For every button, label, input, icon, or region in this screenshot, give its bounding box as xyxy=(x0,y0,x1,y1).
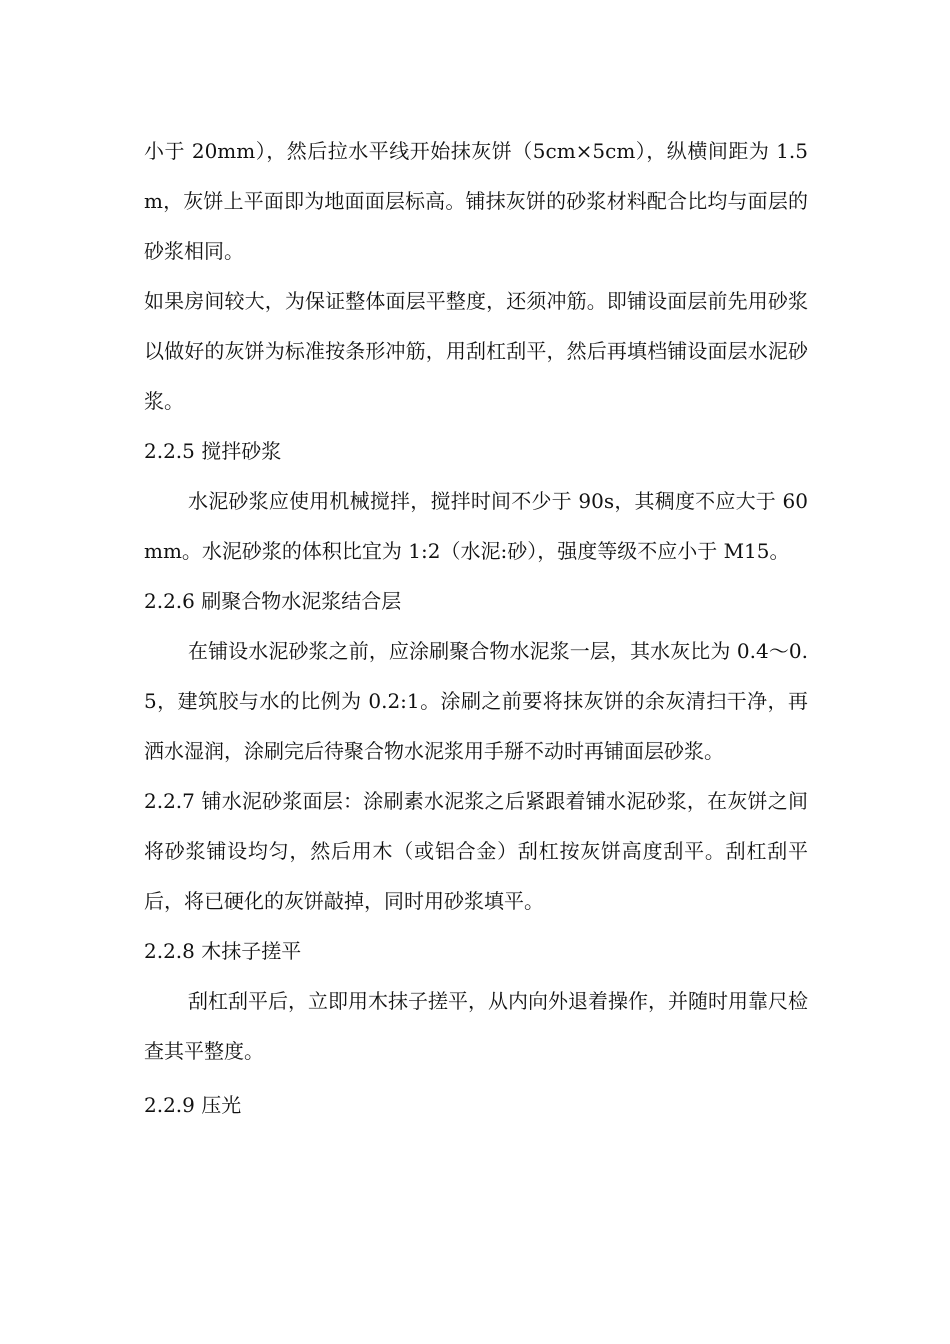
heading-2-2-8: 2.2.8 木抹子搓平 xyxy=(144,939,302,963)
paragraph-wood-float: 刮杠刮平后，立即用木抹子搓平，从内向外退着操作，并随时用靠尺检查其平整度。 xyxy=(144,989,808,1063)
heading-2-2-6: 2.2.6 刷聚合物水泥浆结合层 xyxy=(144,589,402,613)
paragraph-ash-cake-leveling: 小于 20mm），然后拉水平线开始抹灰饼（5cm×5cm），纵横间距为 1.5m，灰饼上平面即为地面面层标高。铺抹灰饼的砂浆材料配合比均与面层的砂浆相同。 xyxy=(144,139,808,263)
paragraph-2-2-7-mortar-surface: 2.2.7 铺水泥砂浆面层：涂刷素水泥浆之后紧跟着铺水泥砂浆，在灰饼之间将砂浆铺设均匀，然后用木（或铝合金）刮杠按灰饼高度刮平。刮杠刮平后，将已硬化的灰饼敲掉，同时用砂浆填平。 xyxy=(144,789,808,913)
paragraph-polymer-slurry: 在铺设水泥砂浆之前，应涂刷聚合物水泥浆一层，其水灰比为 0.4～0.5，建筑胶与水的比例为 0.2:1。涂刷之前要将抹灰饼的余灰清扫干净，再洒水湿润，涂刷完后待聚合物水泥浆用手掰不动时再铺面层砂浆。 xyxy=(144,639,808,763)
paragraph-screeding-strips: 如果房间较大，为保证整体面层平整度，还须冲筋。即铺设面层前先用砂浆以做好的灰饼为标准按条形冲筋，用刮杠刮平，然后再填档铺设面层水泥砂浆。 xyxy=(144,289,808,413)
document-page xyxy=(144,126,808,1130)
heading-2-2-9: 2.2.9 压光 xyxy=(144,1093,242,1117)
paragraph-mixing-mortar: 水泥砂浆应使用机械搅拌，搅拌时间不少于 90s，其稠度不应大于 60mm。水泥砂浆的体积比宜为 1:2（水泥:砂），强度等级不应小于 M15。 xyxy=(144,489,808,563)
heading-2-2-5: 2.2.5 搅拌砂浆 xyxy=(144,439,282,463)
